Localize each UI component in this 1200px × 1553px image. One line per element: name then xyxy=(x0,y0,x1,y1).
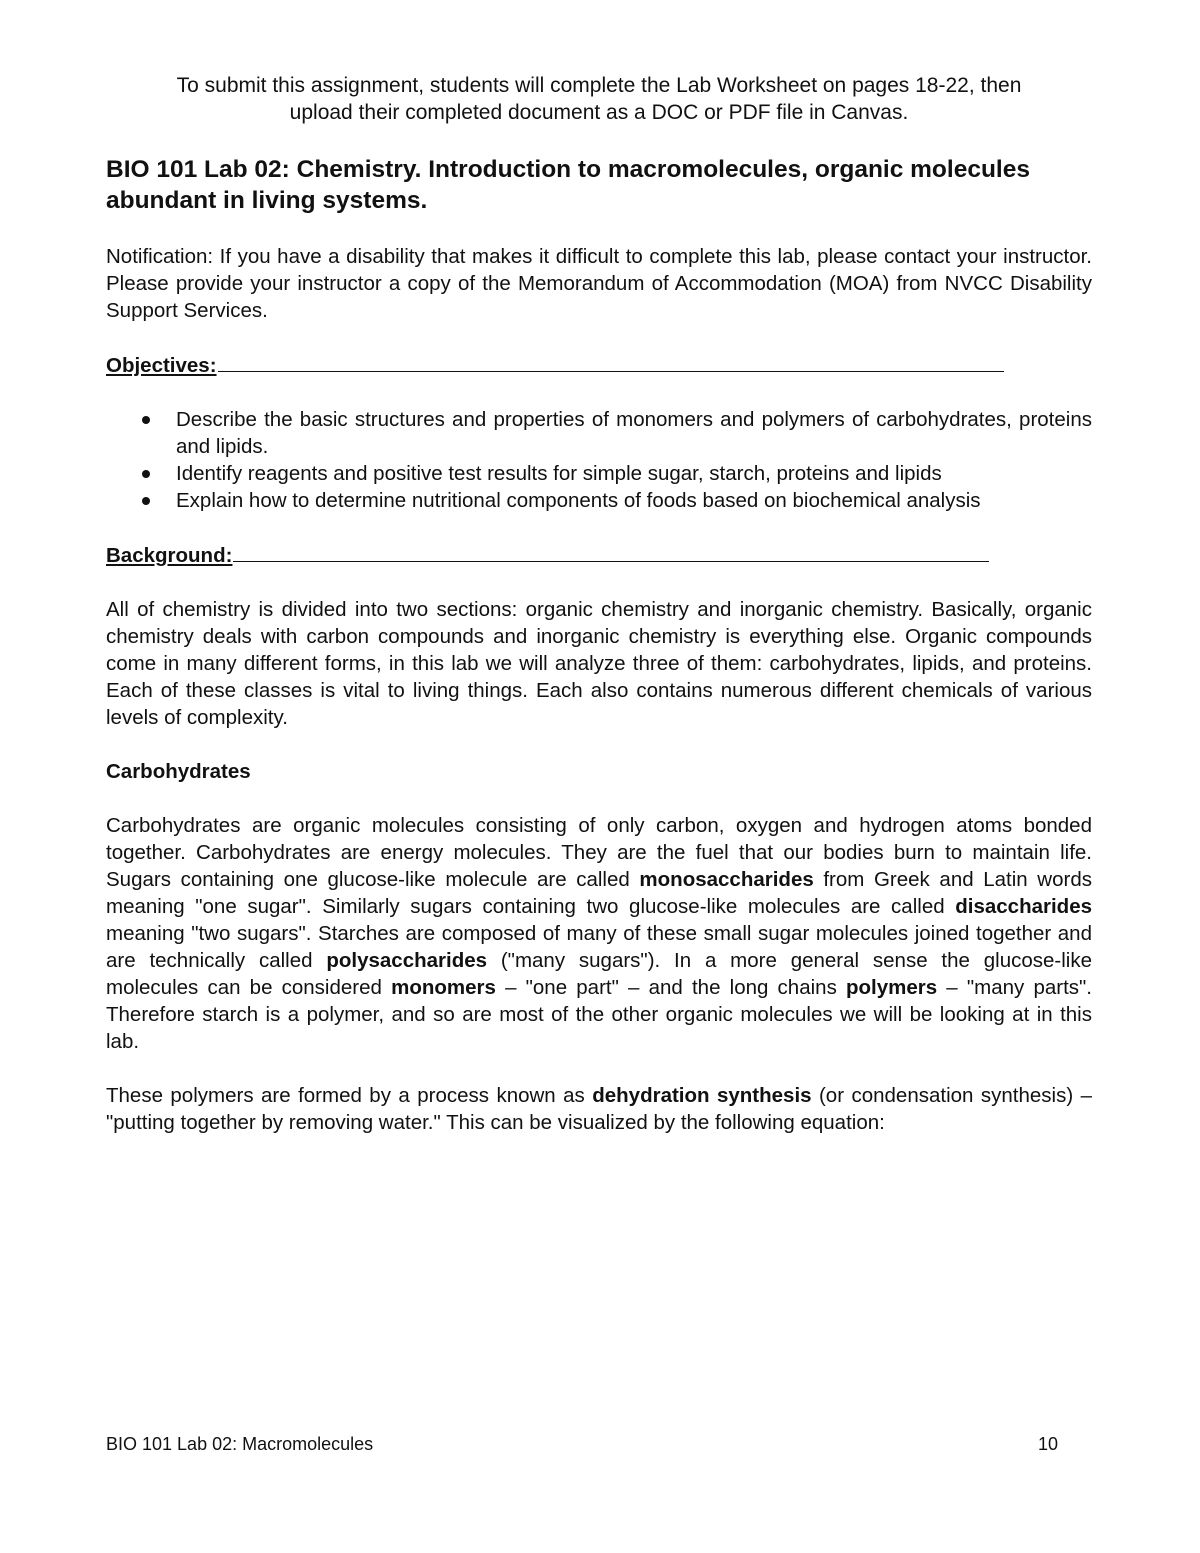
list-item xyxy=(106,406,1092,460)
objective-text: Describe the basic structures and properties of monomers and polymers of carbohydrates, proteins and lipids. xyxy=(176,408,1092,458)
objectives-label: Objectives: xyxy=(106,354,217,377)
footer-title: BIO 101 Lab 02: Macromolecules xyxy=(106,1434,374,1454)
bullet-icon xyxy=(142,497,150,505)
carbohydrates-heading: Carbohydrates xyxy=(106,760,251,783)
submission-notice xyxy=(106,72,1092,126)
page-title: BIO 101 Lab 02: Chemistry. Introduction to macromolecules, organic molecules abundant in living systems. xyxy=(106,156,1030,214)
dehydration-paragraph xyxy=(106,1082,1092,1136)
list-item xyxy=(106,460,1092,487)
objective-text: Explain how to determine nutritional components of foods based on biochemical analysis xyxy=(176,489,981,512)
term-monomers: monomers xyxy=(391,976,496,999)
text-run: Carbohydrates are organic molecules consisting of only carbon, oxygen and hydrogen atoms bonded together. Carbohydrates are energy molecules. They are the fuel that our bodies burn to maintain life. Sugars containing one glucose-like molecule are called xyxy=(106,814,1092,891)
text-run: These polymers are formed by a process known as xyxy=(106,1084,593,1107)
objectives-rule xyxy=(218,351,1004,372)
bullet-icon xyxy=(142,470,150,478)
text-run: from Greek and Latin words meaning "one sugar". Similarly sugars containing two glucose-like molecules are called xyxy=(106,868,1092,918)
text-run: ("many sugars"). In a more general sense the glucose-like molecules can be considered xyxy=(106,949,1092,999)
background-rule xyxy=(233,541,989,562)
notice-line-1: To submit this assignment, students will complete the Lab Worksheet on pages 18-22, then xyxy=(176,74,1022,97)
list-item xyxy=(106,487,1092,514)
objective-text: Identify reagents and positive test results for simple sugar, starch, proteins and lipids xyxy=(176,462,942,485)
term-disaccharides: disaccharides xyxy=(955,895,1092,918)
page-content xyxy=(106,72,1092,1136)
term-dehydration-synthesis: dehydration synthesis xyxy=(592,1084,812,1107)
term-monosaccharides: monosaccharides xyxy=(639,868,814,891)
background-label: Background: xyxy=(106,544,233,567)
term-polymers: polymers xyxy=(845,976,938,999)
text-run: – "one part" – and the long chains xyxy=(495,976,846,999)
carbohydrates-paragraph xyxy=(106,812,1092,1055)
notification-paragraph: Notification: If you have a disability that makes it difficult to complete this lab, please contact your instructor. Please provide your instructor a copy of the Memorandum of Accommodation (MOA) from NVCC Disability Support Services. xyxy=(106,245,1092,322)
background-paragraph: All of chemistry is divided into two sections: organic chemistry and inorganic chemistry. Basically, organic chemistry deals with carbon compounds and inorganic chemistry is everything else. Organic compounds come in many different forms, in this lab we will analyze three of them: carbohydrates, lipids, and proteins. Each of these classes is vital to living things. Each also contains numerous different chemicals of various levels of complexity. xyxy=(106,598,1092,729)
objectives-heading xyxy=(106,351,1092,379)
bullet-icon xyxy=(142,416,150,424)
background-heading xyxy=(106,541,1092,569)
term-polysaccharides: polysaccharides xyxy=(326,949,488,972)
text-run: (or condensation synthesis) – "putting together by removing water." This can be visualized by the following equation: xyxy=(106,1084,1092,1134)
text-run: meaning "two sugars". Starches are composed of many of these small sugar molecules joined together and are technically called xyxy=(106,922,1092,972)
objectives-list xyxy=(106,406,1092,514)
notice-line-2: upload their completed document as a DOC or PDF file in Canvas. xyxy=(289,101,909,124)
page-number: 10 xyxy=(1038,1434,1059,1454)
text-run: – "many parts". Therefore starch is a polymer, and so are most of the other organic molecules we will be looking at in this lab. xyxy=(106,976,1092,1053)
